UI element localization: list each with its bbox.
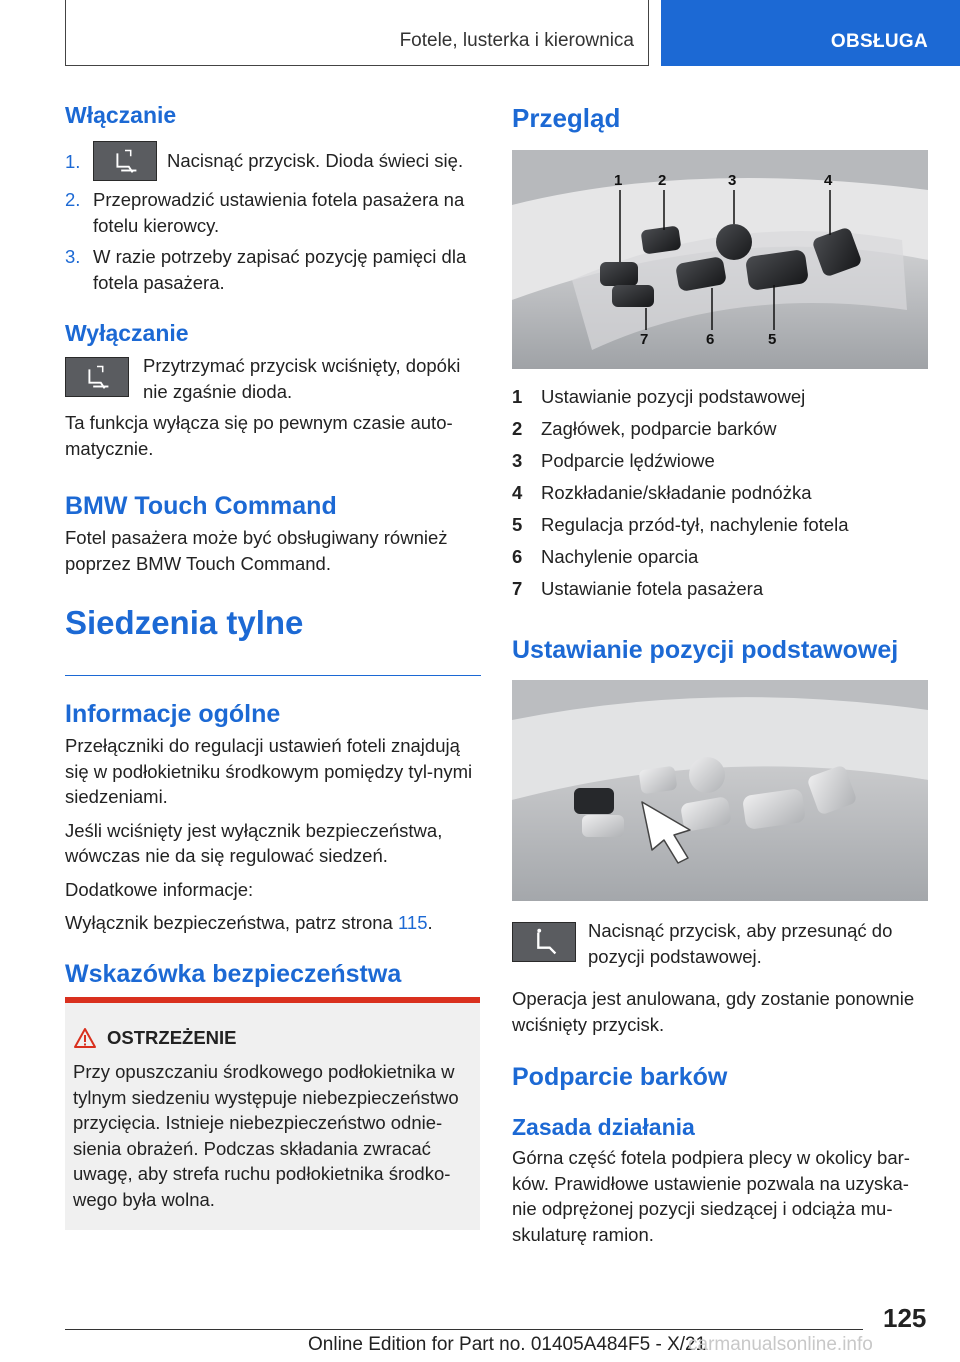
footer-edition: Online Edition for Part no. 01405A484F5 - X/21 [308, 1334, 707, 1355]
page-number: 125 [883, 1303, 927, 1333]
general-p1: Przełączniki do regulacji ustawień foteli znajdują się w podłokietniku środkowym pomiędzy tyl-nymi siedzeniami. [65, 735, 473, 807]
shoulder-text: Górna część fotela podpiera plecy w okolicy bar-ków. Prawidłowe ustawienie pozwala na uzyska-nie odprężonej pozycji siedzącej i odciąża mu-skulaturę ramion. [512, 1147, 910, 1245]
legend-num: 5 [512, 514, 523, 535]
seat-memory-button-icon [65, 357, 129, 397]
right-column-lower [512, 986, 928, 1247]
legend-text: Ustawianie pozycji podstawowej [541, 386, 806, 407]
callout-1: 1 [614, 172, 623, 189]
legend-text: Zagłówek, podparcie barków [541, 418, 777, 439]
heading-enable: Włączanie [65, 102, 177, 128]
left-column [65, 100, 481, 642]
callout-3: 3 [728, 172, 737, 189]
legend-text: Rozkładanie/składanie podnóżka [541, 482, 812, 503]
heading-touch-command: BMW Touch Command [65, 492, 337, 520]
legend-row [512, 541, 928, 573]
list-item [65, 141, 481, 181]
general-p3: Dodatkowe informacje: [65, 878, 254, 900]
heading-principle: Zasada działania [512, 1114, 695, 1140]
legend-num: 1 [512, 386, 523, 407]
basic-position-text: Nacisnąć przycisk, aby przesunąć do pozycji podstawowej. [588, 920, 893, 967]
p4-prefix: Wyłącznik bezpieczeństwa, patrz strona [65, 912, 398, 933]
footer-watermark: carmanualsonline.info [688, 1334, 873, 1355]
general-p4 [65, 910, 481, 936]
legend-row [512, 477, 928, 509]
enable-steps [65, 141, 481, 295]
warning-triangle-icon [73, 1027, 97, 1049]
section-label: OBSŁUGA [830, 31, 928, 52]
legend-row [512, 573, 928, 605]
warning-box [65, 997, 480, 1230]
legend-num: 4 [512, 482, 523, 503]
chapter-title: Fotele, lusterka i kierownica [399, 30, 634, 51]
header-section-tab [661, 0, 960, 66]
basic-position-section [512, 636, 928, 665]
legend-row [512, 381, 928, 413]
warning-header [73, 1027, 237, 1049]
legend-row [512, 509, 928, 541]
seat-memory-button-icon [93, 141, 157, 181]
callout-6: 6 [706, 331, 715, 348]
overview-legend [512, 381, 928, 605]
list-item [65, 187, 481, 238]
heading-general-info: Informacje ogólne [65, 700, 281, 728]
legend-text: Ustawianie fotela pasażera [541, 578, 764, 599]
heading-rear-seats: Siedzenia tylne [65, 604, 304, 641]
step-text: W razie potrzeby zapisać pozycję pamięci dla fotela pasażera. [93, 246, 467, 293]
disable-text: Przytrzymać przycisk wciśnięty, dopóki nie zgaśnie dioda. [143, 355, 461, 402]
step-number: 1. [65, 151, 81, 172]
general-p2: Jeśli wciśnięty jest wyłącznik bezpieczeństwa, wówczas nie da się regulować siedzeń. [65, 819, 443, 866]
step-text: Nacisnąć przycisk. Dioda świeci się. [167, 150, 464, 172]
step-number: 3. [65, 246, 81, 267]
heading-shoulder-support: Podparcie barków [512, 1063, 728, 1091]
callout-7: 7 [640, 331, 649, 348]
page-link[interactable]: 115 [397, 912, 428, 933]
disable-instruction [65, 353, 481, 404]
basic-position-instruction [512, 918, 928, 969]
callout-4: 4 [824, 172, 833, 189]
callout-5: 5 [768, 331, 777, 348]
seat-controls-overview-image [512, 150, 928, 369]
basic-position-button-image [512, 680, 928, 901]
section-rule [65, 675, 481, 676]
callout-2: 2 [658, 172, 667, 189]
disable-note: Ta funkcja wyłącza się po pewnym czasie auto-matycznie. [65, 412, 453, 459]
p4-suffix: . [427, 912, 433, 933]
seat-basic-position-button-icon [512, 922, 576, 962]
heading-disable: Wyłączanie [65, 320, 189, 346]
step-number: 2. [65, 189, 81, 210]
heading-safety: Wskazówka bezpieczeństwa [65, 959, 402, 988]
touch-command-text: Fotel pasażera może być obsługiwany również poprzez BMW Touch Command. [65, 527, 448, 574]
header-chapter-box [65, 0, 649, 66]
heading-basic-position: Ustawianie pozycji podstawowej [512, 636, 899, 664]
footer-rule [65, 1329, 863, 1330]
heading-overview: Przegląd [512, 103, 621, 133]
legend-num: 3 [512, 450, 523, 471]
legend-text: Podparcie lędźwiowe [541, 450, 715, 471]
legend-row [512, 413, 928, 445]
legend-row [512, 445, 928, 477]
legend-text: Regulacja przód-tył, nachylenie fotela [541, 514, 849, 535]
left-column-lower [65, 700, 481, 989]
legend-num: 7 [512, 578, 523, 599]
list-item [65, 244, 481, 295]
legend-num: 2 [512, 418, 523, 439]
legend-num: 6 [512, 546, 523, 567]
basic-position-note: Operacja jest anulowana, gdy zostanie ponownie wciśnięty przycisk. [512, 988, 915, 1035]
warning-title: OSTRZEŻENIE [107, 1027, 237, 1048]
legend-text: Nachylenie oparcia [541, 546, 699, 567]
warning-text: Przy opuszczaniu środkowego podłokietnika w tylnym siedzeniu występuje niebezpieczeństwo przycięcia. Istnieje niebezpieczeństwo odnie-sienia obrażeń. Podczas składania zwracać uwagę, aby strefa ruchu podłokietnika środko-wego była wolna. [73, 1061, 459, 1210]
step-text: Przeprowadzić ustawienia fotela pasażera na fotelu kierowcy. [93, 189, 465, 236]
right-column [512, 103, 928, 134]
